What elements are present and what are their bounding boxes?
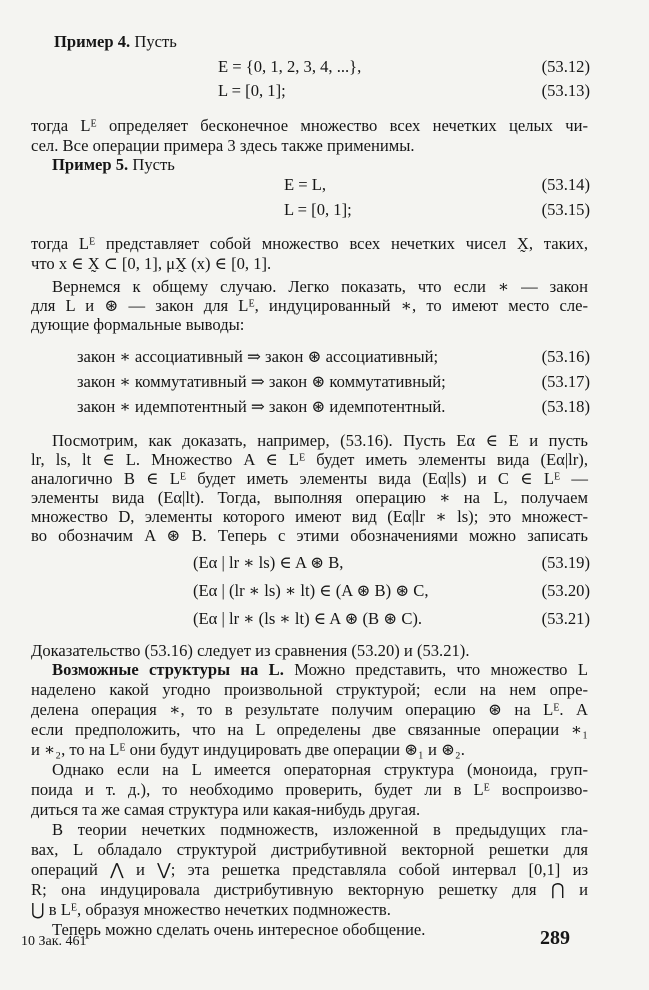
example-4-lead: Пусть xyxy=(134,32,177,51)
paragraph-line: дующие формальные выводы: xyxy=(31,315,245,334)
paragraph-line: Вернемся к общему случаю. Легко показать, что если ∗ — закон xyxy=(52,277,588,296)
paragraph-line: операций ⋀ и ⋁; эта решетка представляла собой интервал [0,1] из xyxy=(31,860,588,879)
paragraph-line: диться та же самая структура или какая-нибудь другая. xyxy=(31,800,421,819)
section-heading: Возможные структуры на L. xyxy=(52,660,284,679)
formula-53-20: (Eα | (lr ∗ ls) ∗ lt) ∈ (A ⊛ B) ⊛ C, xyxy=(193,581,429,600)
equation-number-53-13: (53.13) xyxy=(541,81,590,100)
paragraph-line: элементы вида (Eα|lt). Тогда, выполняя операцию ∗ на L, получаем xyxy=(31,488,588,507)
paragraph-line: Посмотрим, как доказать, например, (53.16). Пусть Eα ∈ E и пусть xyxy=(52,431,588,450)
section-lead-text: Можно представить, что множество L xyxy=(294,660,588,679)
example-5-heading-line xyxy=(52,155,175,175)
equation-number-53-21: (53.21) xyxy=(541,609,590,628)
equation-53-12: E = {0, 1, 2, 3, 4, ...}, xyxy=(218,57,362,76)
equation-number-53-18: (53.18) xyxy=(541,397,590,416)
paragraph-line: Теперь можно сделать очень интересное обобщение. xyxy=(52,920,426,939)
equation-number-53-12: (53.12) xyxy=(541,57,590,76)
paragraph-line: Доказательство (53.16) следует из сравнения (53.20) и (53.21). xyxy=(31,641,470,660)
example-4-heading: Пример 4. xyxy=(54,32,131,51)
paragraph-line: ⋃ в Lᴱ, образуя множество нечетких подмножеств. xyxy=(31,900,391,919)
paragraph-line: что x ∈ X̰ ⊂ [0, 1], μX̰ (x) ∈ [0, 1]. xyxy=(31,254,272,273)
paragraph-line: R; она индуцировала дистрибутивную векторную решетку для ⋂ и xyxy=(31,880,588,899)
law-commutative: закон ∗ коммутативный ⇒ закон ⊛ коммутативный; xyxy=(77,372,446,391)
paragraph-line: множество D, элементы которого имеют вид (Eα|lr ∗ ls); это множест- xyxy=(31,507,588,526)
paragraph-line: lr, ls, lt ∈ L. Множество A ∈ Lᴱ будет иметь элементы вида (Eα|lr), xyxy=(31,450,588,469)
equation-number-53-16: (53.16) xyxy=(541,347,590,366)
paragraph-line: тогда Lᴱ представляет собой множество всех нечетких чисел X̰, таких, xyxy=(31,234,588,253)
section-first-line xyxy=(52,660,588,680)
paragraph-line: если предположить, что на L определены две связанные операции ∗₁ xyxy=(31,720,588,739)
example-5-lead: Пусть xyxy=(132,155,175,174)
formula-53-21: (Eα | lr ∗ (ls ∗ lt) ∈ A ⊛ (B ⊛ C). xyxy=(193,609,423,628)
paragraph-line: и ∗₂, то на Lᴱ они будут индуцировать две операции ⊛₁ и ⊛₂. xyxy=(31,740,465,759)
paragraph-line: аналогично B ∈ Lᴱ будет иметь элементы вида (Eα|ls) и C ∈ Lᴱ — xyxy=(31,469,588,488)
equation-number-53-17: (53.17) xyxy=(541,372,590,391)
paragraph-line: В теории нечетких подмножеств, изложенной в предыдущих гла- xyxy=(52,820,588,839)
formula-53-19: (Eα | lr ∗ ls) ∈ A ⊛ B, xyxy=(193,553,344,572)
paragraph-line: вах, L обладало структурой дистрибутивной векторной решетки для xyxy=(31,840,588,859)
paragraph-line: сел. Все операции примера 3 здесь также применимы. xyxy=(31,136,415,155)
equation-53-13: L = [0, 1]; xyxy=(218,81,286,100)
paragraph-line: наделено какой угодно произвольной структурой; если на нем опре- xyxy=(31,680,588,699)
page-number: 289 xyxy=(540,927,570,949)
paragraph-line: во обозначим A ⊛ B. Теперь с этими обозначениями можно записать xyxy=(31,526,588,545)
equation-53-15: L = [0, 1]; xyxy=(284,200,352,219)
equation-number-53-15: (53.15) xyxy=(541,200,590,219)
paragraph-line: Однако если на L имеется операторная структура (моноида, груп- xyxy=(52,760,588,779)
paragraph-line: поида и т. д.), то необходимо проверить, будет ли в Lᴱ воспроизво- xyxy=(31,780,588,799)
signature-mark: 10 Зак. 461 xyxy=(21,934,87,949)
paragraph-line: тогда Lᴱ определяет бесконечное множество всех нечетких целых чи- xyxy=(31,116,588,135)
law-idempotent: закон ∗ идемпотентный ⇒ закон ⊛ идемпотентный. xyxy=(77,397,446,416)
example-5-heading: Пример 5. xyxy=(52,155,129,174)
equation-number-53-14: (53.14) xyxy=(541,175,590,194)
equation-53-14: E = L, xyxy=(284,175,327,194)
paragraph-line: для L и ⊛ — закон для Lᴱ, индуцированный ∗, то имеют место сле- xyxy=(31,296,588,315)
example-4-heading-line xyxy=(54,32,177,52)
law-associative: закон ∗ ассоциативный ⇒ закон ⊛ ассоциативный; xyxy=(77,347,439,366)
equation-number-53-19: (53.19) xyxy=(541,553,590,572)
paragraph-line: делена операция ∗, то в результате получим операцию ⊛ на Lᴱ. А xyxy=(31,700,588,719)
equation-number-53-20: (53.20) xyxy=(541,581,590,600)
